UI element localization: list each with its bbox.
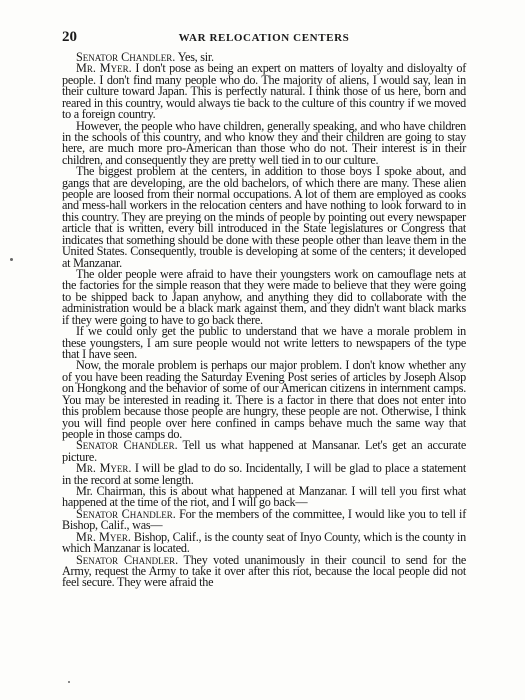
paragraph: [62, 166, 466, 269]
paragraph-text: Yes, sir.: [177, 50, 214, 64]
paragraph-text: For the members of the committee, I would like you to tell if Bishop, Calif., was—: [62, 506, 466, 533]
paragraph: [62, 326, 466, 360]
paragraph-text: Mr. Chairman, this is about what happened at Manzanar. I will tell you first what happened at the time of the riot, and I will go back—: [62, 484, 466, 510]
paragraph-text: They voted unanimously in their council to send for the Army, request the Army to take it over after this riot, because the local people did not feel secure. They were afraid the: [62, 552, 466, 590]
speaker-name: Senator Chandler.: [76, 438, 178, 453]
paragraph: [62, 440, 466, 463]
paragraph-text: I will be glad to do so. Incidentally, I will be glad to place a statement in the record at some length.: [62, 461, 466, 487]
page-header: [62, 29, 466, 45]
speck-mark: [10, 258, 13, 261]
page-number: 20: [62, 29, 77, 45]
paragraph: [62, 463, 466, 486]
paragraph: [62, 269, 466, 326]
speaker-name: Senator Chandler.: [76, 506, 176, 521]
speaker-name: Mr. Myer.: [76, 461, 132, 476]
paragraph-text: If we could only get the public to understand that we have a morale problem in these youngsters, I am sure people would not write letters to newspapers of the type that I have seen.: [62, 324, 466, 361]
speaker-name: Senator Chandler.: [76, 552, 179, 567]
speaker-name: Senator Chandler.: [76, 50, 176, 64]
paragraph-text: Now, the morale problem is perhaps our major problem. I don't know whether any of you have been reading the Saturday Evening Post series of articles by Joseph Alsop on Hongkong and the behavior of some of our American citizens in internment camps. You may be interested in reading it. There is a factor in there that does not enter into this problem because those people are hungry, these people are not. Otherwise, I think you will find people over here confined in camps behave much the same way that people in those camps do.: [62, 358, 466, 441]
paragraph: [62, 486, 466, 509]
speck-mark: [68, 681, 70, 683]
speaker-name: Mr. Myer.: [76, 61, 132, 76]
speaker-name: Mr. Myer.: [76, 529, 131, 544]
paragraph-text: I don't pose as being an expert on matters of loyalty and disloyalty of people. I don't find many people who do. The majority of aliens, I would say, lean in their culture toward Japan. This is perfectly natural. I think those of us here, born and reared in this country, would always tie back to the culture of this country if we moved to a foreign country.: [62, 61, 467, 122]
paragraph-text: Tell us what happened at Mansanar. Let's get an accurate picture.: [62, 438, 466, 464]
paragraph-text: Bishop, Calif., is the county seat of Inyo County, which is the county in which Manzanar is located.: [62, 529, 466, 556]
paragraph: [62, 529, 466, 556]
paragraph: [62, 506, 466, 533]
paragraph: [62, 552, 466, 590]
paragraph: [62, 63, 466, 120]
running-head: WAR RELOCATION CENTERS: [178, 32, 350, 44]
paragraph-text: The biggest problem at the centers, in addition to those boys I spoke about, and gangs that are developing, are the old bachelors, of which there are many. These alien people are loosed from their normal occupations. A lot of them are employed as cooks and mess-hall workers in the relocation centers and have nothing to look forward to in this country. They are preying on the minds of people by pointing out every newspaper article that is written, every bill introduced in the State legislatures or Congress that indicates that something should be done with these people other than leave them in the United States. Consequently, trouble is developing at some of the centers; it developed at Manzanar.: [62, 164, 466, 270]
paragraph: [62, 118, 466, 167]
paragraph-text: The older people were afraid to have their youngsters work on camouflage nets at the factories for the simple reason that they were made to believe that they were going to be shipped back to Japan anyhow, and anything they did to collaborate with the administration would be a black mark against them, and they didn't want black marks if they were going to have to go back there.: [62, 267, 466, 327]
paragraph-text: However, the people who have children, generally speaking, and who have children in the schools of this country, and who know they and their children are going to stay here, are much more pro-American than those who do not. Their interest is in their children, and consequently they are pretty well tied in to our culture.: [62, 118, 466, 167]
paragraph: [62, 360, 466, 440]
body-text: [62, 52, 466, 589]
